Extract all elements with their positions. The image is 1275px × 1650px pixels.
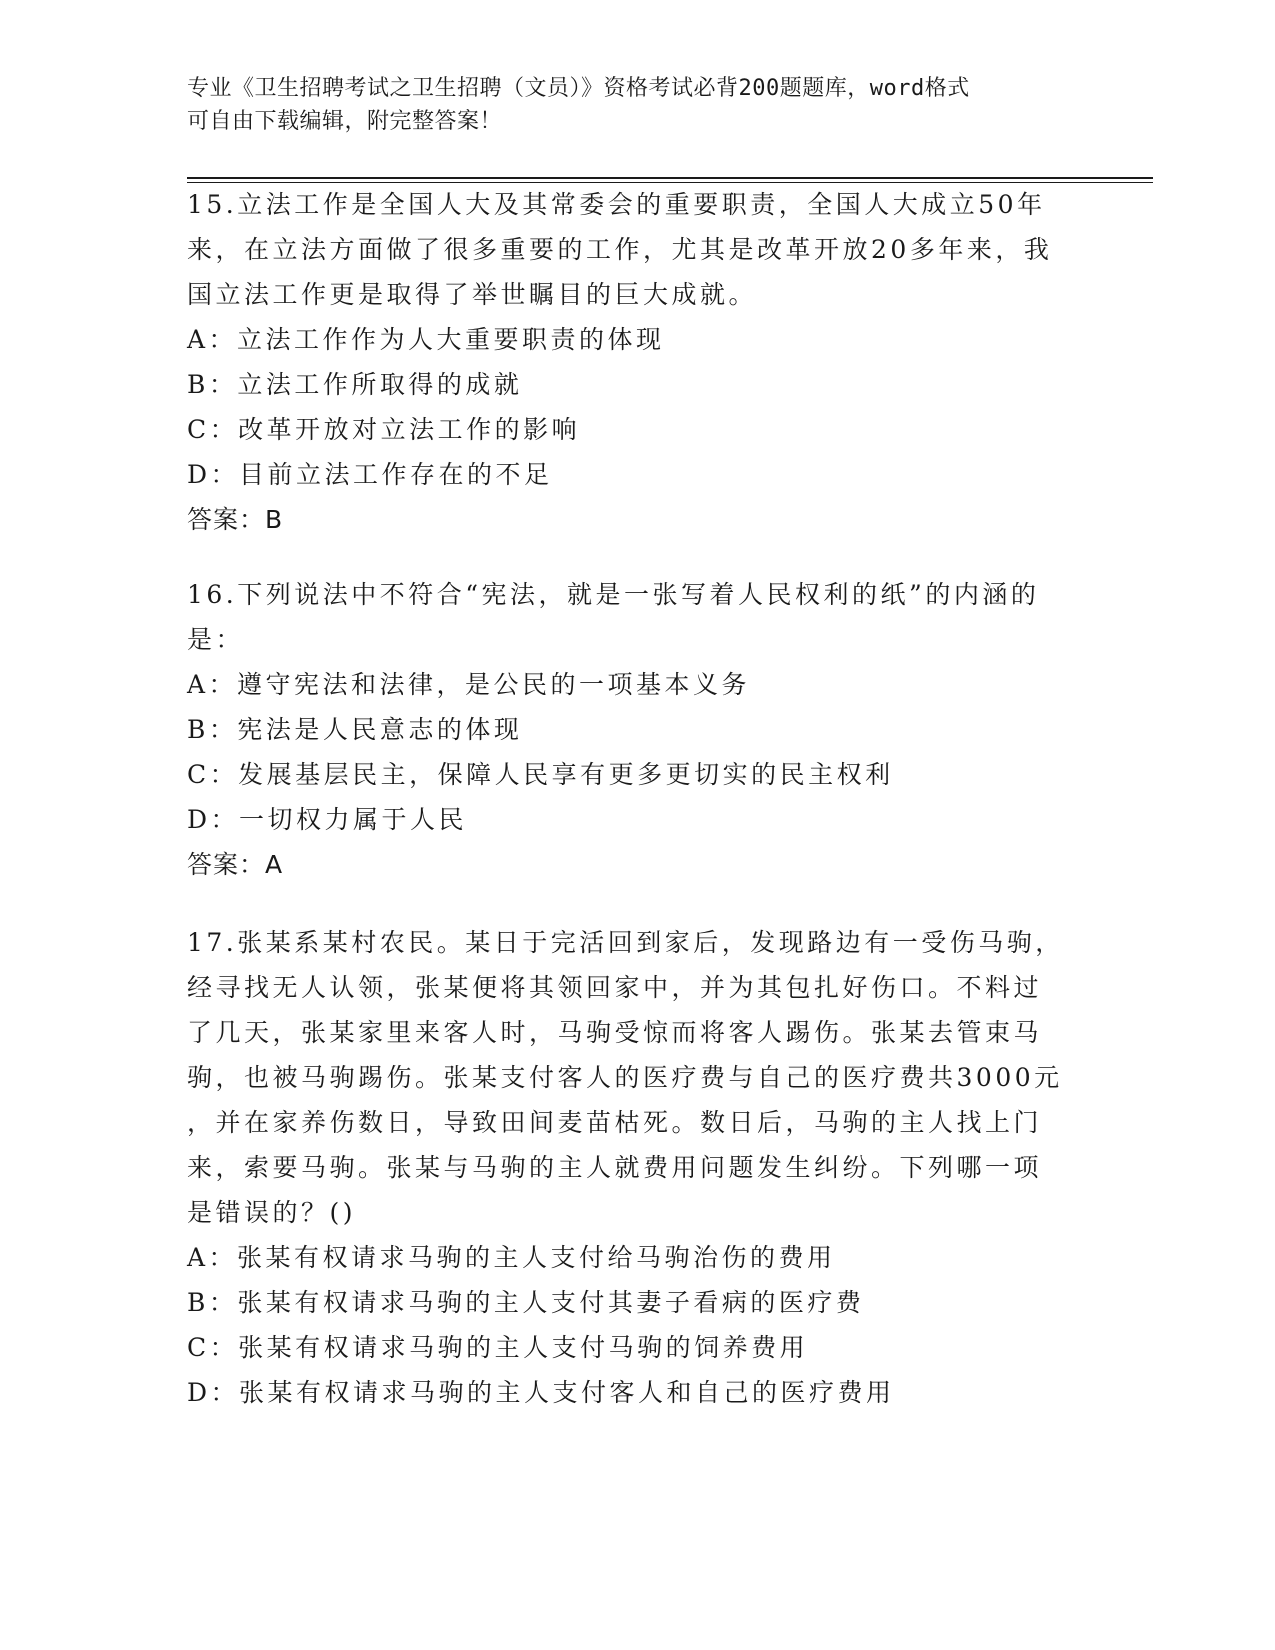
answer-line: 答案：A xyxy=(187,850,284,879)
option-b: B：立法工作所取得的成就 xyxy=(187,370,523,399)
header-divider-thick xyxy=(187,177,1153,179)
option-c: C：张某有权请求马驹的主人支付马驹的饲养费用 xyxy=(187,1333,809,1362)
document-header xyxy=(187,72,1067,138)
option-c: C：改革开放对立法工作的影响 xyxy=(187,415,581,444)
option-a: A：遵守宪法和法律，是公民的一项基本义务 xyxy=(187,670,751,699)
question-stem-line: 国立法工作更是取得了举世瞩目的巨大成就。 xyxy=(187,280,758,309)
question-stem-line: ，并在家养伤数日，导致田间麦苗枯死。数日后，马驹的主人找上门 xyxy=(187,1108,1043,1137)
question-16 xyxy=(187,572,1087,887)
option-b: B：宪法是人民意志的体现 xyxy=(187,715,523,744)
question-stem-line: 17.张某系某村农民。某日于完活回到家后，发现路边有一受伤马驹， xyxy=(187,928,1064,957)
question-15 xyxy=(187,182,1087,542)
option-a: A：张某有权请求马驹的主人支付给马驹治伤的费用 xyxy=(187,1243,836,1272)
question-stem-line: 15.立法工作是全国人大及其常委会的重要职责，全国人大成立50年 xyxy=(187,190,1046,219)
question-stem-line: 是： xyxy=(187,625,245,654)
question-stem-line: 经寻找无人认领，张某便将其领回家中，并为其包扎好伤口。不料过 xyxy=(187,973,1043,1002)
question-17 xyxy=(187,920,1087,1415)
question-stem-line: 来，索要马驹。张某与马驹的主人就费用问题发生纠纷。下列哪一项 xyxy=(187,1153,1043,1182)
question-stem-line: 来，在立法方面做了很多重要的工作，尤其是改革开放20多年来，我 xyxy=(187,235,1053,264)
question-stem-line: 了几天，张某家里来客人时，马驹受惊而将客人踢伤。张某去管束马 xyxy=(187,1018,1043,1047)
question-stem-line: 驹，也被马驹踢伤。张某支付客人的医疗费与自己的医疗费共3000元 xyxy=(187,1063,1063,1092)
header-title-line-1: 专业《卫生招聘考试之卫生招聘（文员）》资格考试必背200题题库，word格式 xyxy=(187,76,970,101)
option-d: D：一切权力属于人民 xyxy=(187,805,468,834)
option-a: A：立法工作作为人大重要职责的体现 xyxy=(187,325,665,354)
option-d: D：目前立法工作存在的不足 xyxy=(187,460,553,489)
question-stem-line: 是错误的？() xyxy=(187,1198,357,1227)
answer-line: 答案：B xyxy=(187,505,284,534)
header-title-line-2: 可自由下载编辑，附完整答案！ xyxy=(187,109,503,134)
option-c: C：发展基层民主，保障人民享有更多更切实的民主权利 xyxy=(187,760,894,789)
question-stem-line: 16.下列说法中不符合“宪法，就是一张写着人民权利的纸”的内涵的 xyxy=(187,580,1040,609)
option-b: B：张某有权请求马驹的主人支付其妻子看病的医疗费 xyxy=(187,1288,865,1317)
option-d: D：张某有权请求马驹的主人支付客人和自己的医疗费用 xyxy=(187,1378,895,1407)
